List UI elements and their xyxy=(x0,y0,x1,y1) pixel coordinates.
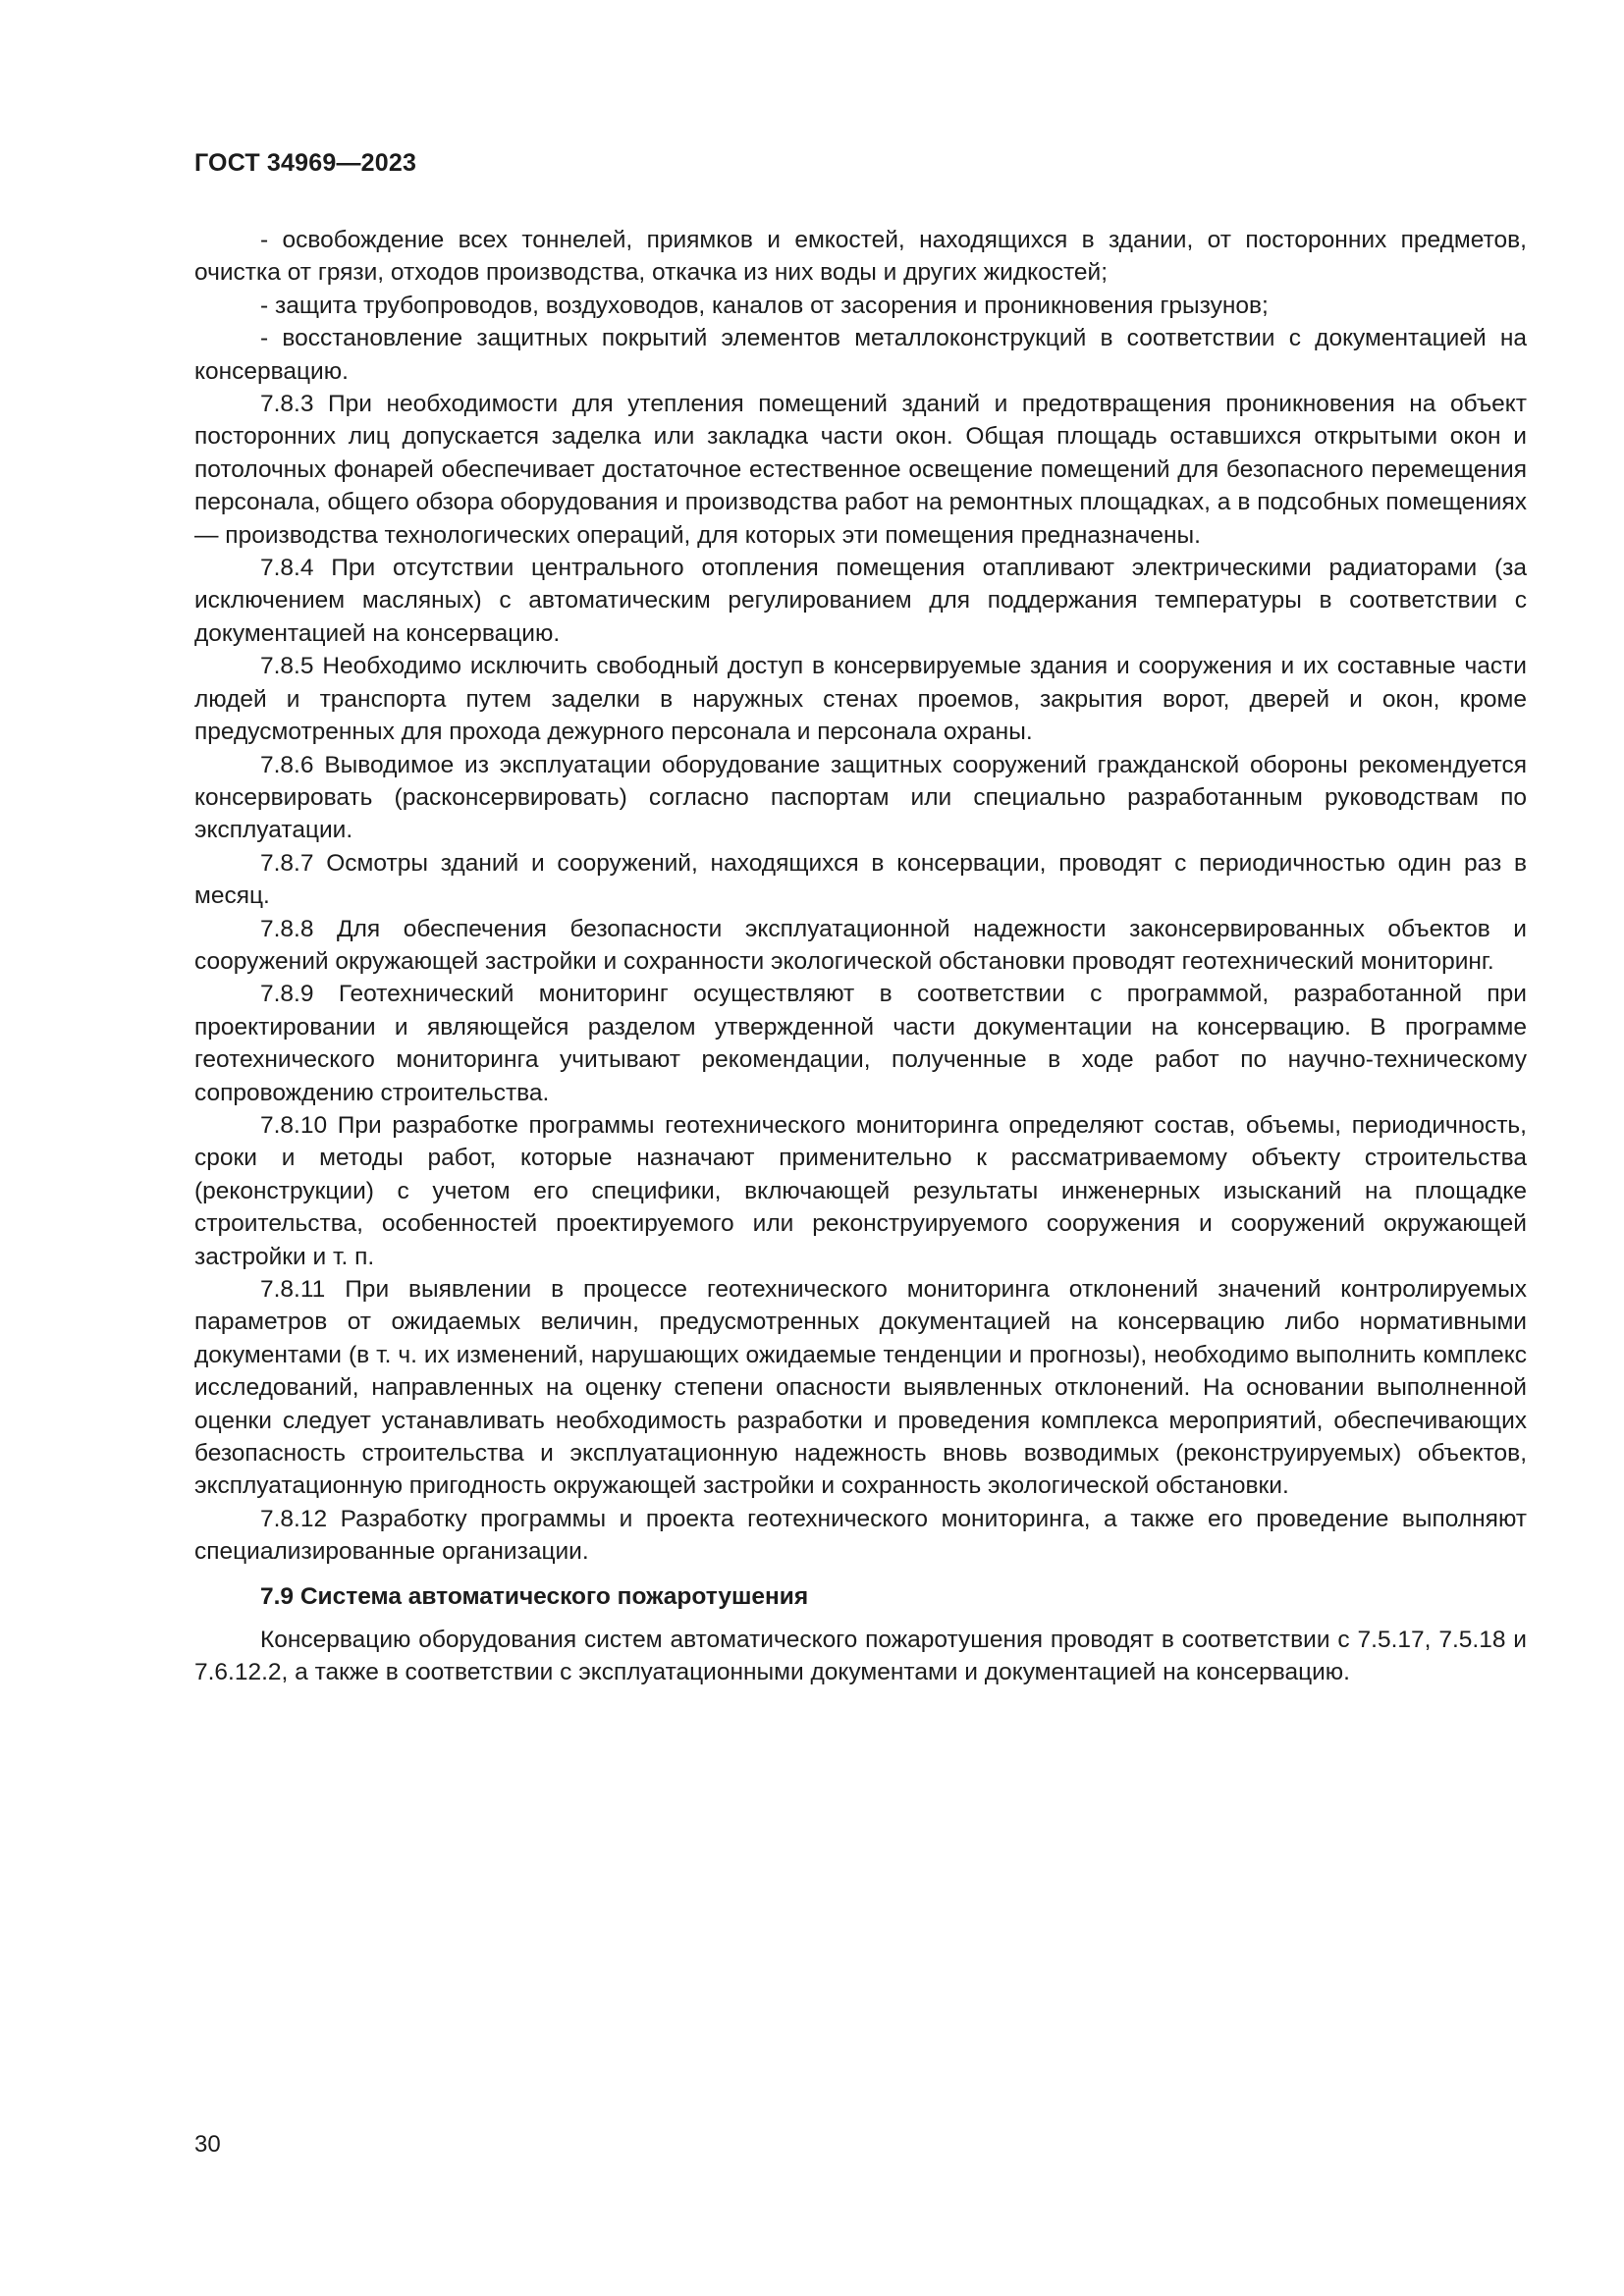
clause-7-8-11: 7.8.11 При выявлении в процессе геотехнического мониторинга отклонений значений контролируемых параметров от ожидаемых величин, предусмотренных документацией на консервацию либо нормативными документами (в т. ч. их изменений, нарушающих ожидаемые тенденции и прогнозы), необходимо выполнить комплекс исследований, направленных на оценку степени опасности выявленных отклонений. На основании выполненной оценки следует устанавливать необходимость разработки и проведения комплекса мероприятий, обеспечивающих безопасность строительства и эксплуатационную надежность вновь возводимых (реконструируемых) объектов, эксплуатационную пригодность окружающей застройки и сохранность экологической обстановки. xyxy=(194,1276,1527,1500)
clause-7-8-7: 7.8.7 Осмотры зданий и сооружений, находящихся в консервации, проводят с периодичностью один раз в месяц. xyxy=(194,849,1527,910)
list-item-pipe-protection: - защита трубопроводов, воздуховодов, каналов от засорения и проникновения грызунов; xyxy=(260,292,1269,319)
list-item-coating-restoration: - восстановление защитных покрытий элементов металлоконструкций в соответствии с документацией на консервацию. xyxy=(194,325,1527,385)
clause-7-8-8: 7.8.8 Для обеспечения безопасности эксплуатационной надежности законсервированных объектов и сооружений окружающей застройки и сохранности экологической обстановки проводят геотехнический мониторинг. xyxy=(194,915,1527,975)
clause-7-8-5: 7.8.5 Необходимо исключить свободный доступ в консервируемые здания и сооружения и их составные части людей и транспорта путем заделки в наружных стенах проемов, закрытия ворот, дверей и окон, кроме предусмотренных для прохода дежурного персонала и персонала охраны. xyxy=(194,653,1527,746)
clause-7-8-3: 7.8.3 При необходимости для утепления помещений зданий и предотвращения проникновения на объект посторонних лиц допускается заделка или закладка части окон. Общая площадь оставшихся открытыми окон и потолочных фонарей обеспечивает достаточное естественное освещение помещений для безопасного перемещения персонала, общего обзора оборудования и производства работ на ремонтных площадках, а в подсобных помещениях — производства технологических операций, для которых эти помещения предназначены. xyxy=(194,391,1527,549)
document-header: ГОСТ 34969—2023 xyxy=(194,149,417,177)
clause-7-8-9: 7.8.9 Геотехнический мониторинг осуществляют в соответствии с программой, разработанной при проектировании и являющейся разделом утвержденной части документации на консервацию. В программе геотехнического мониторинга учитывают рекомендации, полученные в ходе работ по научно-техническому сопровождению строительства. xyxy=(194,981,1527,1106)
clause-7-8-12: 7.8.12 Разработку программы и проекта геотехнического мониторинга, а также его проведение выполняют специализированные организации. xyxy=(194,1505,1527,1566)
section-7-9-text: Консервацию оборудования систем автоматического пожаротушения проводят в соответствии с 7.5.17, 7.5.18 и 7.6.12.2, а также в соответствии с эксплуатационными документами и документацией на консервацию. xyxy=(194,1627,1527,1686)
clause-7-8-10: 7.8.10 При разработке программы геотехнического мониторинга определяют состав, объемы, периодичность, сроки и методы работ, которые назначают применительно к рассматриваемому объекту строительства (реконструкции) с учетом его специфики, включающей результаты инженерных изысканий на площадке строительства, особенностей проектируемого или реконструируемого сооружения и сооружений окружающей застройки и т. п. xyxy=(194,1111,1527,1270)
page-number: 30 xyxy=(194,2131,221,2158)
clause-7-8-6: 7.8.6 Выводимое из эксплуатации оборудование защитных сооружений гражданской обороны рекомендуется консервировать (расконсервировать) согласно паспортам или специально разработанным руководствам по эксплуатации. xyxy=(194,751,1527,844)
clause-7-8-4: 7.8.4 При отсутствии центрального отопления помещения отапливают электрическими радиаторами (за исключением масляных) с автоматическим регулированием для поддержания температуры в соответствии с документацией на консервацию. xyxy=(194,555,1527,647)
section-7-9-heading: 7.9 Система автоматического пожаротушения xyxy=(260,1582,809,1610)
document-body xyxy=(194,224,1527,1689)
list-item-cleanup: - освобождение всех тоннелей, приямков и емкостей, находящихся в здании, от посторонних предметов, очистка от грязи, отходов производства, откачка из них воды и других жидкостей; xyxy=(194,227,1527,287)
